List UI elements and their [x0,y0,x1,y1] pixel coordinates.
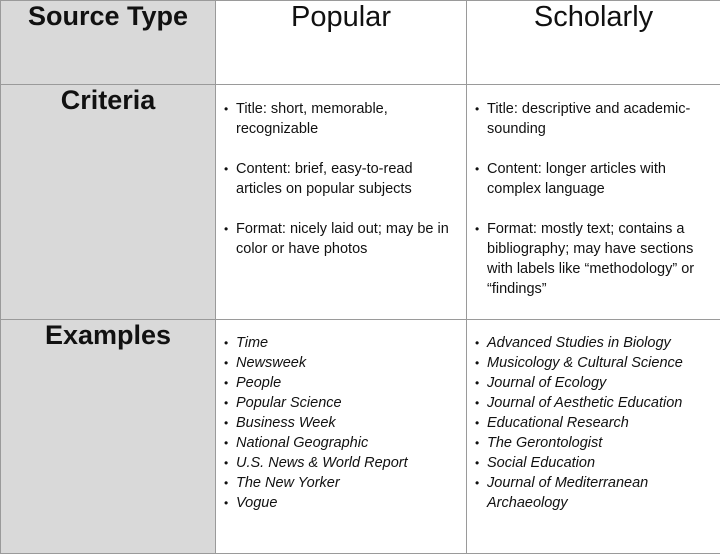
criteria-row [1,85,720,320]
popular-examples-list [216,320,466,513]
list-item-text: Content: longer articles with complex language [487,161,666,197]
popular-criteria-list [216,85,466,259]
bullet-icon: • [475,219,479,239]
list-item [487,473,710,513]
bullet-icon: • [475,433,479,453]
list-item-text: Format: mostly text; contains a bibliography; may have sections with labels like “methodology” or “findings” [487,221,694,297]
list-item [487,99,708,139]
popular-header: Popular [216,1,467,85]
list-item-text: Advanced Studies in Biology [487,335,671,351]
examples-row [1,320,720,554]
scholarly-examples-list [467,320,720,513]
list-item-text: Musicology & Cultural Science [487,355,683,371]
bullet-icon: • [475,99,479,119]
criteria-label-cell [1,85,216,320]
list-item-text: U.S. News & World Report [236,455,408,471]
bullet-icon: • [224,413,228,433]
list-item-text: Journal of Ecology [487,375,606,391]
bullet-icon: • [475,453,479,473]
bullet-icon: • [475,413,479,433]
list-item [236,159,454,199]
bullet-icon: • [475,373,479,393]
list-item-text: Journal of Aesthetic Education [487,395,682,411]
bullet-icon: • [475,473,479,493]
list-item [236,333,456,353]
list-item [236,393,456,413]
bullet-icon: • [475,393,479,413]
criteria-label: Criteria [61,85,156,116]
scholarly-criteria-list [467,85,720,299]
bullet-icon: • [224,493,228,513]
bullet-icon: • [475,159,479,179]
list-item-text: Social Education [487,455,595,471]
list-item [487,393,710,413]
popular-examples-cell [216,320,467,554]
scholarly-header: Scholarly [467,1,720,85]
list-item [487,373,710,393]
list-item [487,333,710,353]
list-item [236,99,454,139]
list-item [236,373,456,393]
list-item [236,453,456,473]
bullet-icon: • [224,99,228,119]
bullet-icon: • [224,393,228,413]
list-item [487,413,710,433]
list-item [487,353,710,373]
bullet-icon: • [475,333,479,353]
bullet-icon: • [224,373,228,393]
header-row [1,1,720,85]
list-item-text: Title: descriptive and academic-sounding [487,101,690,137]
list-item-text: Vogue [236,495,277,511]
scholarly-criteria-cell [467,85,720,320]
header-label: Source Type [28,1,188,32]
list-item-text: Content: brief, easy-to-read articles on popular subjects [236,161,413,197]
bullet-icon: • [224,433,228,453]
list-item-text: Journal of Mediterranean Archaeology [487,475,648,511]
list-item [487,219,708,299]
list-item-text: The Gerontologist [487,435,602,451]
list-item-text: Newsweek [236,355,306,371]
list-item [236,433,456,453]
popular-criteria-cell [216,85,467,320]
list-item-text: Business Week [236,415,336,431]
list-item-text: Format: nicely laid out; may be in color or have photos [236,221,449,257]
list-item [487,433,710,453]
list-item-text: Educational Research [487,415,629,431]
examples-label-cell [1,320,216,554]
list-item-text: People [236,375,281,391]
bullet-icon: • [224,333,228,353]
list-item [487,159,708,199]
list-item [236,473,456,493]
bullet-icon: • [224,473,228,493]
scholarly-examples-cell [467,320,720,554]
list-item [236,493,456,513]
bullet-icon: • [475,353,479,373]
bullet-icon: • [224,159,228,179]
list-item-text: Title: short, memorable, recognizable [236,101,388,137]
bullet-icon: • [224,219,228,239]
list-item-text: National Geographic [236,435,368,451]
list-item-text: Popular Science [236,395,342,411]
examples-label: Examples [45,320,171,351]
list-item [236,219,454,259]
list-item [487,453,710,473]
list-item-text: Time [236,335,268,351]
header-label-cell [1,1,216,85]
list-item [236,413,456,433]
bullet-icon: • [224,353,228,373]
bullet-icon: • [224,453,228,473]
list-item-text: The New Yorker [236,475,340,491]
list-item [236,353,456,373]
